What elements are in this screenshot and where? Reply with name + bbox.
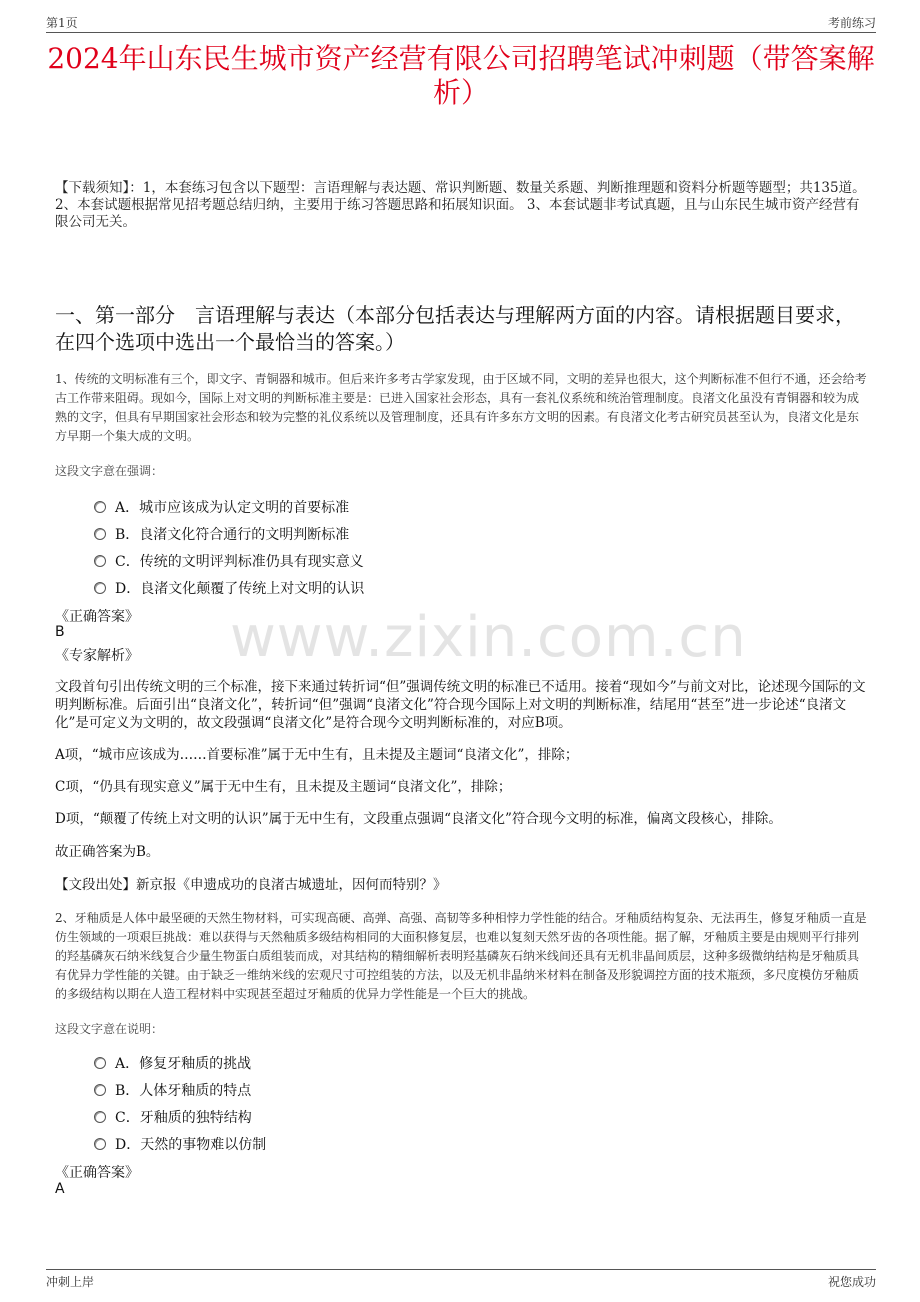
option-label: A．修复牙釉质的挑战 [115, 1056, 252, 1072]
option-label: D．天然的事物难以仿制 [115, 1137, 267, 1153]
question-1-stem: 1、传统的文明标准有三个，即文字、青铜器和城市。但后来许多考古学家发现，由于区域不同，文明的差异也很大，这个判断标准不但行不通，还会给考古工作带来阻碍。现如今，国际上对文明的判断标准主要是：已进入国家社会形态，具有一套礼仪系统和统治管理制度。良渚文化虽没有青铜器和较为成熟的文字，但具有早期国家社会形态和较为完整的礼仪系统以及管理制度，还具有许多东方文明的因素。有良渚文化考古研究员甚至认为，良渚文化是东方早期一个集大成的文明。 [55, 372, 867, 443]
radio-icon[interactable] [94, 582, 106, 594]
footer-right: 祝您成功 [827, 1275, 876, 1289]
option-label: B．良渚文化符合通行的文明判断标准 [115, 527, 350, 543]
question-1-source: 【文段出处】新京报《申遗成功的良渚古城遗址，因何而特别？》 [55, 877, 447, 893]
question-1-analysis-a: A项，“城市应该成为……首要标准”属于无中生有，且未提及主题词“良渚文化”，排除； [55, 747, 579, 763]
question-1-analysis-c: C项，“仍具有现实意义”属于无中生有，且未提及主题词“良渚文化”，排除； [55, 779, 512, 795]
question-2-option-c[interactable] [94, 1107, 252, 1127]
question-2-option-d[interactable] [94, 1134, 266, 1154]
radio-icon[interactable] [94, 1084, 106, 1096]
option-label: C．牙釉质的独特结构 [115, 1110, 252, 1126]
question-1-option-b[interactable] [94, 524, 349, 544]
option-label: B．人体牙釉质的特点 [115, 1083, 252, 1099]
question-1-option-a[interactable] [94, 497, 349, 517]
download-notice: 【下载须知】：1，本套练习包含以下题型：言语理解与表达题、常识判断题、数量关系题、判断推理题和资料分析题等题型；共135道。 2、本套试题根据常见招考题总结归纳，主要用于练习答题思路和拓展知识面。 3、本套试题非考试真题，且与山东民生城市资产经营有限公司无关。 [55, 180, 866, 230]
question-2-stem: 2、牙釉质是人体中最坚硬的天然生物材料，可实现高硬、高弹、高强、高韧等多种相悖力学性能的结合。牙釉质结构复杂、无法再生，修复牙釉质一直是仿生领域的一项艰巨挑战：难以获得与天然釉质多级结构相同的大面积修复层，也难以复刻天然牙齿的各项性能。据了解，牙釉质主要是由规则平行排列的羟基磷灰石纳米线复合少量生物蛋白质组装而成，对其结构的精细解析表明羟基磷灰石纳米线间还具有无机非晶间质层，这种多级微纳结构是牙釉质具有优异力学性能的关键。由于缺乏一维纳米线的宏观尺寸可控组装的方法，以及无机非晶纳米材料在制备及形貌调控方面的技术瓶颈，多尺度模仿牙釉质的多级结构以期在人造工程材料中实现甚至超过牙釉质的优异力学性能是一个巨大的挑战。 [55, 911, 867, 1001]
question-1-option-c[interactable] [94, 551, 364, 571]
radio-icon[interactable] [94, 1057, 106, 1069]
question-1-option-d[interactable] [94, 578, 364, 598]
radio-icon[interactable] [94, 1138, 106, 1150]
option-label: A．城市应该成为认定文明的首要标准 [115, 500, 350, 516]
radio-icon[interactable] [94, 1111, 106, 1123]
radio-icon[interactable] [94, 555, 106, 567]
option-label: D．良渚文化颠覆了传统上对文明的认识 [115, 581, 365, 597]
footer-left: 冲刺上岸 [46, 1275, 95, 1289]
page-footer [46, 1269, 876, 1288]
radio-icon[interactable] [94, 501, 106, 513]
section-heading: 一、第一部分 言语理解与表达（本部分包括表达与理解两方面的内容。请根据题目要求，在四个选项中选出一个最恰当的答案。） [55, 303, 855, 354]
question-2-option-b[interactable] [94, 1080, 251, 1100]
radio-icon[interactable] [94, 528, 106, 540]
option-label: C．传统的文明评判标准仍具有现实意义 [115, 554, 364, 570]
question-1-conclusion: 故正确答案为B。 [55, 844, 160, 860]
watermark: www.zixin.com.cn [230, 605, 747, 670]
question-1-analysis-label: 《专家解析》 [55, 648, 139, 664]
question-2-option-a[interactable] [94, 1053, 251, 1073]
question-2-prompt: 这段文字意在说明： [55, 1022, 164, 1036]
question-1-prompt: 这段文字意在强调： [55, 464, 164, 478]
page-number: 第1页 [46, 16, 78, 30]
question-1-answer: B [55, 624, 65, 640]
page-header [46, 12, 876, 33]
document-title: 2024年山东民生城市资产经营有限公司招聘笔试冲刺题（带答案解析） [47, 42, 875, 109]
question-2-answer: A [55, 1181, 65, 1197]
question-2-answer-label: 《正确答案》 [55, 1165, 139, 1181]
question-1-analysis-d: D项，“颠覆了传统上对文明的认识”属于无中生有，文段重点强调“良渚文化”符合现今文明的标准，偏离文段核心，排除。 [55, 811, 782, 827]
question-1-answer-label: 《正确答案》 [55, 609, 139, 625]
question-1-analysis-paragraph: 文段首句引出传统文明的三个标准，接下来通过转折词“但”强调传统文明的标准已不适用。接着“现如今”与前文对比，论述现今国际的文明判断标准。后面引出“良渚文化”，转折词“但”强调“良渚文化”符合现今国际上对文明的判断标准，结尾用“甚至”进一步论述“良渚文化”是可定义为文明的，故文段强调“良渚文化”是符合现今文明判断标准的，对应B项。 [55, 679, 866, 731]
header-tag: 考前练习 [827, 16, 876, 30]
